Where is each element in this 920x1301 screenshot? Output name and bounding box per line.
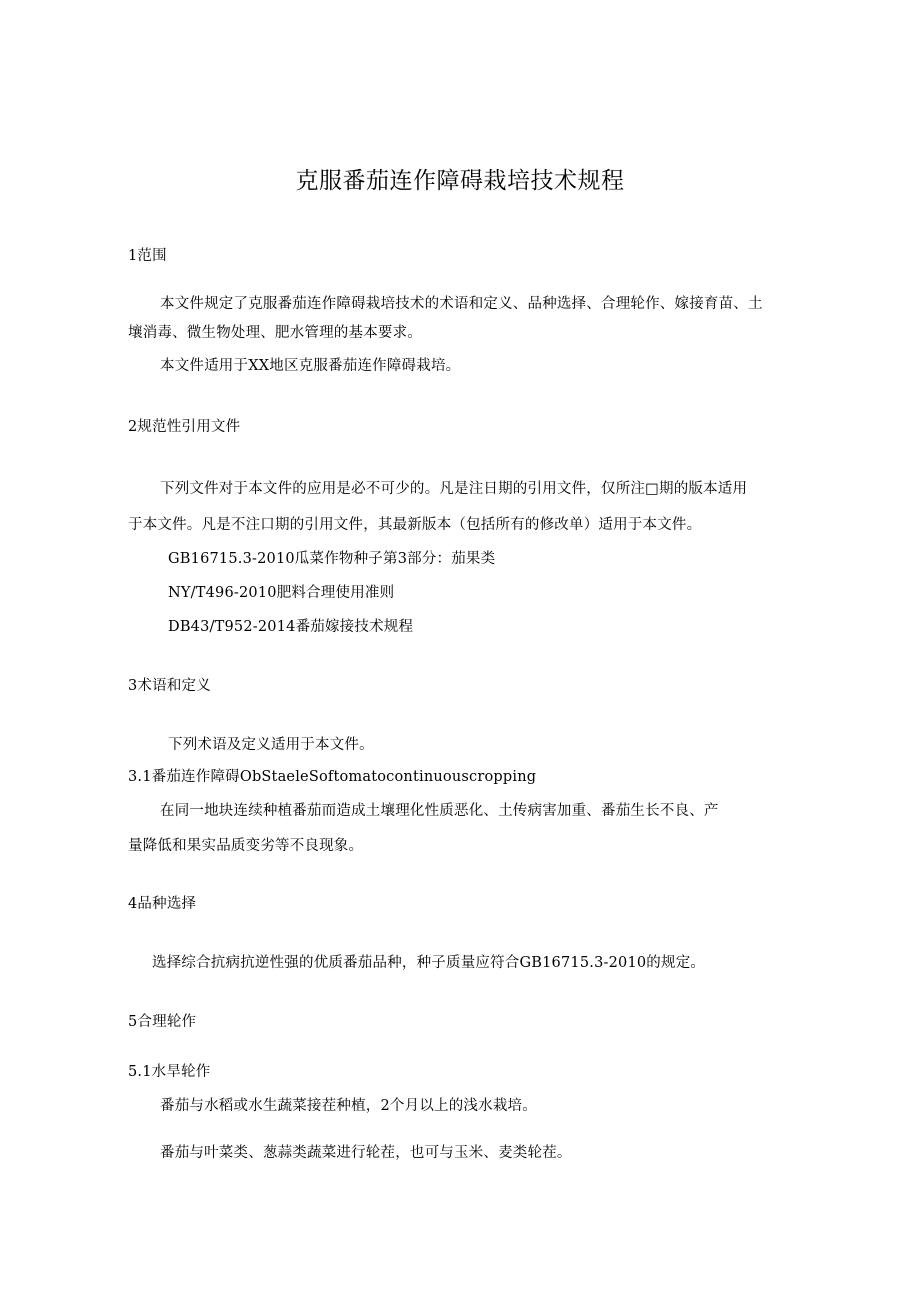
section-5-1-paragraph: 番茄与叶菜类、葱蒜类蔬菜进行轮茬，也可与玉米、麦类轮茬。 — [160, 1145, 572, 1161]
section-1-scope-line: 本文件适用于XX地区克服番茄连作障碍栽培。 — [160, 358, 461, 374]
section-5-1-heading: 5.1水旱轮作 — [128, 1064, 211, 1080]
section-3-heading: 3术语和定义 — [128, 678, 211, 694]
section-4-heading: 4品种选择 — [128, 896, 197, 912]
section-2-paragraph-line: 下列文件对于本文件的应用是必不可少的。凡是注日期的引用文件，仅所注□期的版本适用 — [160, 481, 748, 497]
term-3-1-definition-line: 量降低和果实品质变劣等不良现象。 — [128, 838, 364, 854]
term-3-1-definition-line: 在同一地块连续种植番茄而造成土壤理化性质恶化、土传病害加重、番茄生长不良、产 — [160, 803, 719, 819]
section-2-heading: 2规范性引用文件 — [128, 419, 241, 435]
term-3-1-heading: 3.1番茄连作障碍ObStaeleSoftomatocontinuouscropping — [128, 769, 537, 785]
section-5-heading: 5合理轮作 — [128, 1014, 197, 1030]
section-5-1-paragraph: 番茄与水稻或水生蔬菜接茬种植，2个月以上的浅水栽培。 — [160, 1098, 537, 1114]
section-3-intro: 下列术语及定义适用于本文件。 — [168, 737, 374, 753]
section-2-paragraph-line: 于本文件。凡是不注口期的引用文件，其最新版本（包括所有的修改单）适用于本文件。 — [128, 517, 702, 533]
section-1-heading: 1范围 — [128, 248, 167, 264]
reference-item: NY/T496-2010肥料合理使用准则 — [168, 585, 395, 601]
reference-item: GB16715.3-2010瓜菜作物种子第3部分：茄果类 — [168, 551, 496, 567]
section-4-paragraph: 选择综合抗病抗逆性强的优质番茄品种，种子质量应符合GB16715.3-2010的规定。 — [152, 955, 706, 971]
section-1-paragraph-line: 壤消毒、微生物处理、肥水管理的基本要求。 — [128, 325, 422, 341]
document-title: 克服番茄连作障碍栽培技术规程 — [295, 168, 625, 194]
section-1-paragraph-line: 本文件规定了克服番茄连作障碍栽培技术的术语和定义、品种选择、合理轮作、嫁接育苗、土 — [160, 296, 763, 312]
reference-item: DB43/T952-2014番茄嫁接技术规程 — [168, 619, 414, 635]
